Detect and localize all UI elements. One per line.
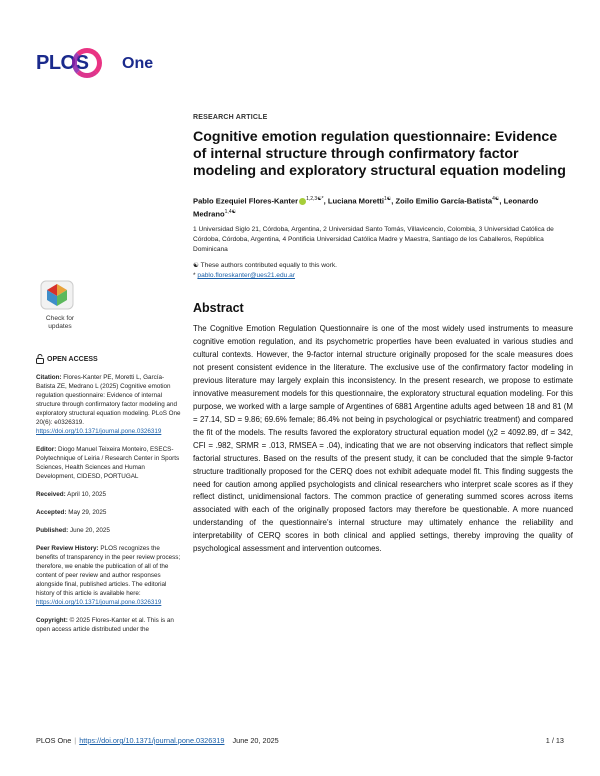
editor-block <box>36 445 181 481</box>
main-content <box>193 114 573 556</box>
peer-review-block <box>36 544 181 607</box>
open-access-badge <box>36 354 181 364</box>
author-list: Pablo Ezequiel Flores-Kanter $^{1,2,3☯*}$, Luciana Moretti$^{1☯}$, Zoilo Emilio García-Batista$^{4☯}$, Leonardo Medrano$^{1,4☯}$ <box>193 196 539 219</box>
peer-review-label: Peer Review History: <box>36 545 99 552</box>
accepted-label: Accepted: <box>36 509 67 516</box>
copyright-block <box>36 616 181 634</box>
open-access-label: OPEN ACCESS <box>47 355 98 363</box>
citation-label: Citation: <box>36 374 62 381</box>
corresponding-author: * pablo.floreskanter@ues21.edu.ar <box>193 272 296 280</box>
copyright-label: Copyright: <box>36 617 68 624</box>
contribution-note: ☯ These authors contributed equally to this work. <box>193 262 337 270</box>
author-name: Luciana Moretti <box>327 196 384 206</box>
published-label: Published: <box>36 527 69 534</box>
author-name: Zoilo Emilio García-Batista <box>395 196 493 206</box>
copyright-text: © 2025 Flores-Kanter et al. This is an open access article distributed under the <box>36 617 174 633</box>
plos-logo-mark <box>36 50 114 78</box>
footer-separator <box>227 736 229 745</box>
citation-block <box>36 373 181 436</box>
logo-brand: PLOS <box>36 52 89 74</box>
crossmark-icon <box>40 280 74 310</box>
check-for-updates-badge[interactable] <box>40 280 80 330</box>
article-type: RESEARCH ARTICLE <box>193 114 268 121</box>
received-label: Received: <box>36 491 66 498</box>
citation-text: Flores-Kanter PE, Moretti L, García-Batista ZE, Medrano L (2025) Cognitive emotion regulation questionnaire: Evidence of internal structure through confirmatory factor modeling and exploratory structural equation modeling. PLoS One 20(6): e0326319. <box>36 374 181 426</box>
logo-journal: One <box>122 55 154 72</box>
affiliations: 1 Universidad Siglo 21, Córdoba, Argentina, 2 Universidad Santo Tomás, Villavicencio, Colombia, 3 Universidad Católica de Córdoba, Córdoba, Argentina, 4 Pontificia Universidad Católica Madre y Maestra, Santiago de los Caballeros, República Dominicana <box>193 226 554 254</box>
accepted-block <box>36 508 181 517</box>
author-marks: 1☯ <box>384 196 392 202</box>
peer-review-link[interactable]: https://doi.org/10.1371/journal.pone.0326319 <box>36 599 162 606</box>
abstract-text: The Cognitive Emotion Regulation Questionnaire is one of the most widely used instruments to measure cognitive emotion regulation, and its psychometric properties have been evaluated in various studies and cultural contexts. However, the 9-factor internal structure originally proposed for the scale measures does not present consistent evidence in the literature. The exclusive use of the confirmatory factor modeling in previous literature may largely explain this inconsistency. In the present research, we propose to estimate innovative measurement models for this questionnaire, the exploratory structural equation modeling. For this purpose, we worked with a large sample of Argentines of 6881 Argentine adults aged between 18 and 81 (M = 27.14, SD = 9.86; 69.6% female; 86.4% not being in psychological or psychiatric treatment) and compared the fit of the models. The results favored the exploratory structural equation model (χ2 = 4092.89, df = 342, CFI = .982, SRMR = .013, RMSEA = .04), indicating that we are not observing indicators that reflect simple factorial structures. Based on the results of the present study, it can be concluded that the simple 9-factor structure traditionally proposed for the CERQ does not exhibit adequate model fit. This finding suggests the need for caution among applied psychologists and clinical researchers who interpret scale scores as if they reflect distinct, unidimensional factors. The common practice of generating summed scores across items associated with each of the originally proposed factors may therefore be questionable. A more nuanced understanding of the questionnaire's internal structure may ultimately enhance the reliability and interpretability of CERQ scores in both clinical and applied settings, thereby improving the quality of psychological assessment and intervention outcomes. <box>193 324 573 554</box>
received-block <box>36 490 181 499</box>
check-updates-label: Check for updates <box>45 315 75 330</box>
sidebar <box>36 280 181 634</box>
accepted-date: May 29, 2025 <box>68 509 107 516</box>
article-title: Cognitive emotion regulation questionnaire: Evidence of internal structure through confirmatory factor modeling and exploratory structural equation modeling <box>193 129 566 179</box>
logo-ring-icon <box>72 48 102 78</box>
citation-doi-link[interactable]: https://doi.org/10.1371/journal.pone.0326319 <box>36 428 162 435</box>
footer-separator: | <box>74 736 77 745</box>
page-footer <box>36 736 564 745</box>
abstract-heading: Abstract <box>193 301 244 316</box>
author-marks: 1,2,3☯* <box>306 196 324 202</box>
footer-journal: PLOS One <box>36 736 72 745</box>
published-block <box>36 526 181 535</box>
footer-doi-link[interactable]: https://doi.org/10.1371/journal.pone.0326319 <box>79 736 225 745</box>
author-marks: 4☯ <box>492 196 500 202</box>
author-name: Pablo Ezequiel Flores-Kanter <box>193 196 299 206</box>
page-number: 1 / 13 <box>545 736 564 745</box>
author-notes <box>193 261 573 281</box>
received-date: April 10, 2025 <box>67 491 107 498</box>
published-date: June 20, 2025 <box>69 527 110 534</box>
author-marks: 1,4☯ <box>224 208 237 215</box>
corresponding-email-link[interactable]: pablo.floreskanter@ues21.edu.ar <box>197 272 296 280</box>
editor-text: Diogo Manuel Teixeira Monteiro, ESECS-Polytechnique of Leiria / Research Center in Sports Sciences, Health Sciences and Human Development, CIDESD, PORTUGAL <box>36 446 180 480</box>
author-name: Leonardo Medrano <box>193 196 539 219</box>
journal-logo[interactable] <box>36 50 153 78</box>
footer-date: June 20, 2025 <box>232 736 279 745</box>
open-lock-icon <box>36 354 44 364</box>
peer-review-text: PLOS recognizes the benefits of transparency in the peer review process; therefore, we enable the publication of all of the content of peer review and author responses alongside final, published articles. The editorial history of this article is available here: <box>36 545 181 597</box>
editor-label: Editor: <box>36 446 57 453</box>
